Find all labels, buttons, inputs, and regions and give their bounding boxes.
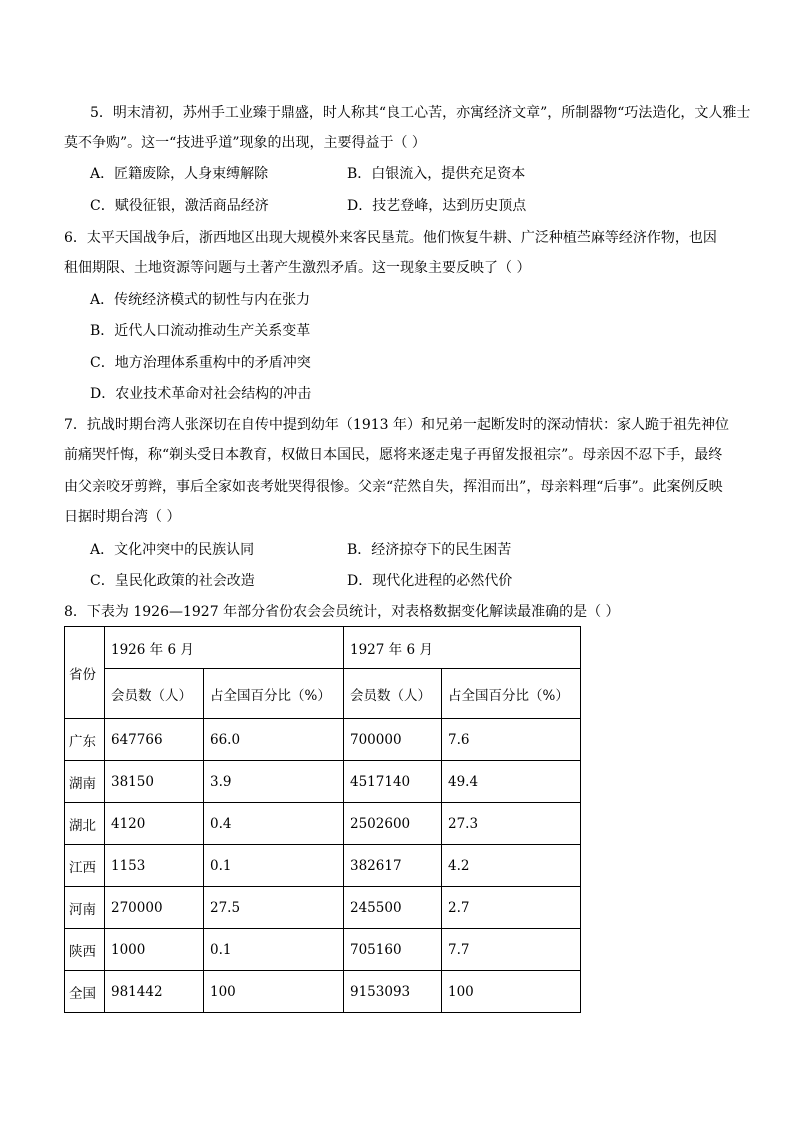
q7-option-c: C．皇民化政策的社会改造 — [90, 573, 255, 589]
q6-stem-line2: 租佃期限、土地资源等问题与土著产生激烈矛盾。这一现象主要反映了（ ） — [64, 260, 531, 276]
percent-1927-cell: 100 — [442, 971, 581, 1013]
q8-stem: 8．下表为 1926—1927 年部分省份农会会员统计，对表格数据变化解读最准确的是（ ） — [64, 604, 620, 620]
members-1927-cell: 245500 — [344, 887, 442, 929]
q7-option-a: A．文化冲突中的民族认同 — [90, 542, 255, 558]
members-header-1926: 会员数（人） — [105, 669, 204, 719]
percent-1926-cell: 0.1 — [204, 929, 344, 971]
percent-header-1926: 占全国百分比（%） — [204, 669, 344, 719]
percent-1926-cell: 66.0 — [204, 719, 344, 761]
members-1926-cell: 4120 — [105, 803, 204, 845]
percent-1927-cell: 7.6 — [442, 719, 581, 761]
percent-1926-cell: 3.9 — [204, 761, 344, 803]
members-1927-cell: 2502600 — [344, 803, 442, 845]
members-1927-cell: 9153093 — [344, 971, 442, 1013]
table-row — [65, 887, 581, 929]
province-cell: 湖南 — [65, 761, 105, 803]
table-row — [65, 719, 581, 761]
q7-option-d: D．现代化进程的必然代价 — [347, 573, 513, 589]
q7-stem-line1: 7．抗战时期台湾人张深切在自传中提到幼年（1913 年）和兄弟一起断发时的深动情状：家人跪于祖先神位 — [64, 417, 729, 433]
members-1927-cell: 382617 — [344, 845, 442, 887]
percent-1927-cell: 27.3 — [442, 803, 581, 845]
q6-stem-line1: 6．太平天国战争后，浙西地区出现大规模外来客民垦荒。他们恢复牛耕、广泛种植苎麻等经济作物，也因 — [64, 230, 717, 246]
province-cell: 湖北 — [65, 803, 105, 845]
province-cell: 广东 — [65, 719, 105, 761]
members-header-1927: 会员数（人） — [344, 669, 442, 719]
membership-table — [64, 626, 581, 1013]
members-1926-cell: 1153 — [105, 845, 204, 887]
q6-option-a: A．传统经济模式的韧性与内在张力 — [90, 292, 311, 308]
year-1926-header: 1926 年 6 月 — [105, 627, 344, 669]
province-cell: 河南 — [65, 887, 105, 929]
year-1927-header: 1927 年 6 月 — [344, 627, 581, 669]
percent-1927-cell: 49.4 — [442, 761, 581, 803]
table-row — [65, 929, 581, 971]
percent-header-1927: 占全国百分比（%） — [442, 669, 581, 719]
q7-stem-line4: 日据时期台湾（ ） — [64, 509, 181, 525]
province-header: 省份 — [65, 627, 105, 719]
q5-option-c: C．赋役征银，激活商品经济 — [90, 198, 269, 214]
percent-1926-cell: 0.1 — [204, 845, 344, 887]
percent-1926-cell: 27.5 — [204, 887, 344, 929]
q5-option-a: A．匠籍废除，人身束缚解除 — [90, 166, 269, 182]
members-1926-cell: 270000 — [105, 887, 204, 929]
table-row — [65, 803, 581, 845]
q7-option-b: B．经济掠夺下的民生困苦 — [347, 542, 512, 558]
percent-1927-cell: 4.2 — [442, 845, 581, 887]
percent-1927-cell: 2.7 — [442, 887, 581, 929]
q5-option-d: D．技艺登峰，达到历史顶点 — [347, 198, 527, 214]
table-row — [65, 971, 581, 1013]
q6-option-d: D．农业技术革命对社会结构的冲击 — [90, 386, 312, 402]
members-1926-cell: 1000 — [105, 929, 204, 971]
members-1927-cell: 705160 — [344, 929, 442, 971]
q5-stem-line1: 5．明末清初，苏州手工业臻于鼎盛，时人称其“良工心苦，亦寓经济文章”，所制器物“巧法造化，文人雅士 — [90, 105, 751, 121]
q6-option-b: B．近代人口流动推动生产关系变革 — [90, 323, 311, 339]
table-subheader-row — [65, 669, 581, 719]
percent-1926-cell: 100 — [204, 971, 344, 1013]
percent-1927-cell: 7.7 — [442, 929, 581, 971]
members-1926-cell: 647766 — [105, 719, 204, 761]
table-row — [65, 761, 581, 803]
q5-option-b: B．白银流入，提供充足资本 — [347, 166, 526, 182]
percent-1926-cell: 0.4 — [204, 803, 344, 845]
q7-stem-line2: 前痛哭忏悔，称“剃头受日本教育，权做日本国民，愿将来逐走鬼子再留发报祖宗”。母亲因不忍下手，最终 — [64, 447, 723, 463]
q5-stem-line2: 莫不争购”。这一“技进乎道”现象的出现，主要得益于（ ） — [64, 135, 426, 151]
province-cell: 江西 — [65, 845, 105, 887]
province-cell: 陕西 — [65, 929, 105, 971]
members-1927-cell: 4517140 — [344, 761, 442, 803]
members-1926-cell: 981442 — [105, 971, 204, 1013]
table-header-row — [65, 627, 581, 669]
table-row — [65, 845, 581, 887]
province-cell: 全国 — [65, 971, 105, 1013]
q7-stem-line3: 由父亲咬牙剪辫，事后全家如丧考妣哭得很惨。父亲“茫然自失，挥泪而出”，母亲料理“后事”。此案例反映 — [64, 479, 723, 495]
q6-option-c: C．地方治理体系重构中的矛盾冲突 — [90, 355, 311, 371]
members-1926-cell: 38150 — [105, 761, 204, 803]
members-1927-cell: 700000 — [344, 719, 442, 761]
